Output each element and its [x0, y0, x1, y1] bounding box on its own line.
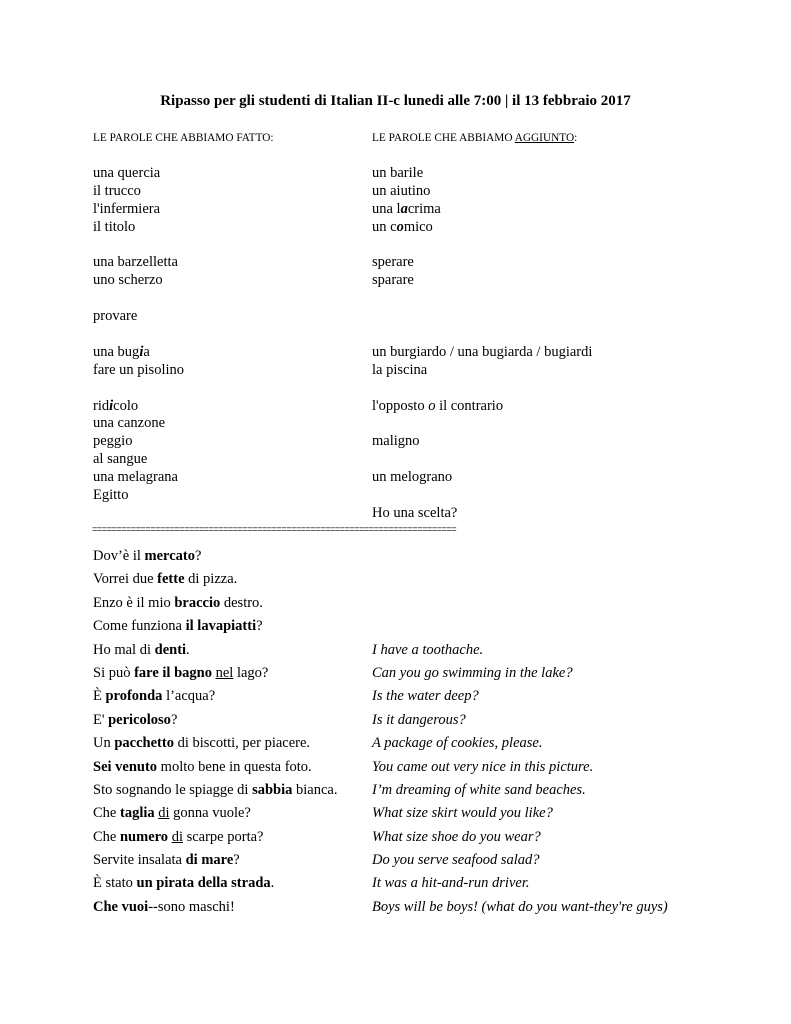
italian-sentence: È stato un pirata della strada.: [93, 875, 275, 892]
right-word-list: [372, 165, 592, 523]
english-translation: Can you go swimming in the lake?: [372, 664, 573, 681]
word-item: il titolo: [93, 218, 136, 235]
word-item: un barile: [372, 165, 424, 181]
word-item: una canzone: [93, 415, 166, 432]
italian-sentence: Enzo è il mio braccio destro.: [93, 594, 263, 611]
english-translation: Do you serve seafood salad?: [372, 852, 540, 869]
english-translation: Is the water deep?: [372, 688, 479, 705]
word-item: sperare: [372, 254, 414, 271]
italian-sentence: Che vuoi--sono maschi!: [93, 898, 235, 915]
left-word-list: [93, 165, 184, 505]
english-translation: I have a toothache.: [372, 641, 484, 658]
italian-sentence: Sei venuto molto bene in questa foto.: [93, 758, 312, 775]
italian-sentence: Servite insalata di mare?: [93, 852, 240, 869]
italian-sentence: Vorrei due fette di pizza.: [93, 571, 238, 588]
word-item: un burgiardo / una bugiarda / bugiardi: [372, 343, 593, 360]
italian-sentence: Sto sognando le spiagge di sabbia bianca.: [93, 781, 338, 798]
italian-sentence: Che taglia di gonna vuole?: [93, 805, 251, 822]
word-item: al sangue: [93, 451, 148, 468]
word-item: maligno: [372, 433, 420, 450]
italian-sentence: Che numero di scarpe porta?: [93, 828, 264, 845]
page-title: Ripasso per gli studenti di Italian II-c lunedi alle 7:00 | il 13 febbraio 2017: [160, 93, 631, 109]
word-item: sparare: [372, 272, 414, 289]
word-item: peggio: [93, 433, 133, 450]
divider-line: ===========================================================================: [92, 524, 457, 534]
italian-sentence: Un pacchetto di biscotti, per piacere.: [93, 735, 311, 752]
word-item: un aiutino: [372, 182, 431, 199]
word-item: ridicolo: [93, 397, 139, 414]
heading-words-added: LE PAROLE CHE ABBIAMO AGGIUNTO:: [372, 132, 578, 144]
word-item: provare: [93, 308, 138, 325]
word-item: fare un pisolino: [93, 361, 185, 378]
word-item: Egitto: [93, 487, 129, 504]
word-item: un comico: [372, 218, 433, 235]
word-item: uno scherzo: [93, 272, 163, 289]
italian-sentence: Ho mal di denti.: [93, 641, 190, 658]
word-item: l'opposto o il contrario: [372, 397, 504, 414]
word-item: Ho una scelta?: [372, 504, 458, 521]
english-translation: What size shoe do you wear?: [372, 828, 541, 845]
word-item: una bugia: [93, 343, 150, 360]
italian-sentence: È profonda l’acqua?: [93, 688, 216, 705]
italian-sentence: E' pericoloso?: [93, 711, 178, 728]
word-item: la piscina: [372, 361, 428, 378]
heading-words-done: LE PAROLE CHE ABBIAMO FATTO:: [93, 132, 274, 144]
italian-sentence: Dov’è il mercato?: [93, 548, 202, 564]
english-translation: A package of cookies, please.: [372, 735, 543, 752]
word-item: il trucco: [93, 182, 141, 199]
italian-sentence: Si può fare il bagno nel lago?: [93, 664, 269, 681]
word-item: una quercia: [93, 165, 161, 181]
word-item: una barzelletta: [93, 254, 178, 271]
italian-sentence: Come funziona il lavapiatti?: [93, 618, 263, 635]
english-translation: Boys will be boys! (what do you want-they're guys): [372, 898, 668, 915]
english-translation: What size skirt would you like?: [372, 805, 553, 822]
word-item: una melagrana: [93, 469, 178, 486]
english-translation: Is it dangerous?: [372, 711, 466, 728]
english-translation: It was a hit-and-run driver.: [372, 875, 530, 892]
word-item: un melograno: [372, 469, 453, 486]
word-item: una lacrima: [372, 200, 441, 217]
english-translation: I’m dreaming of white sand beaches.: [372, 781, 586, 798]
word-item: l'infermiera: [93, 200, 161, 217]
english-translation: You came out very nice in this picture.: [372, 758, 594, 775]
